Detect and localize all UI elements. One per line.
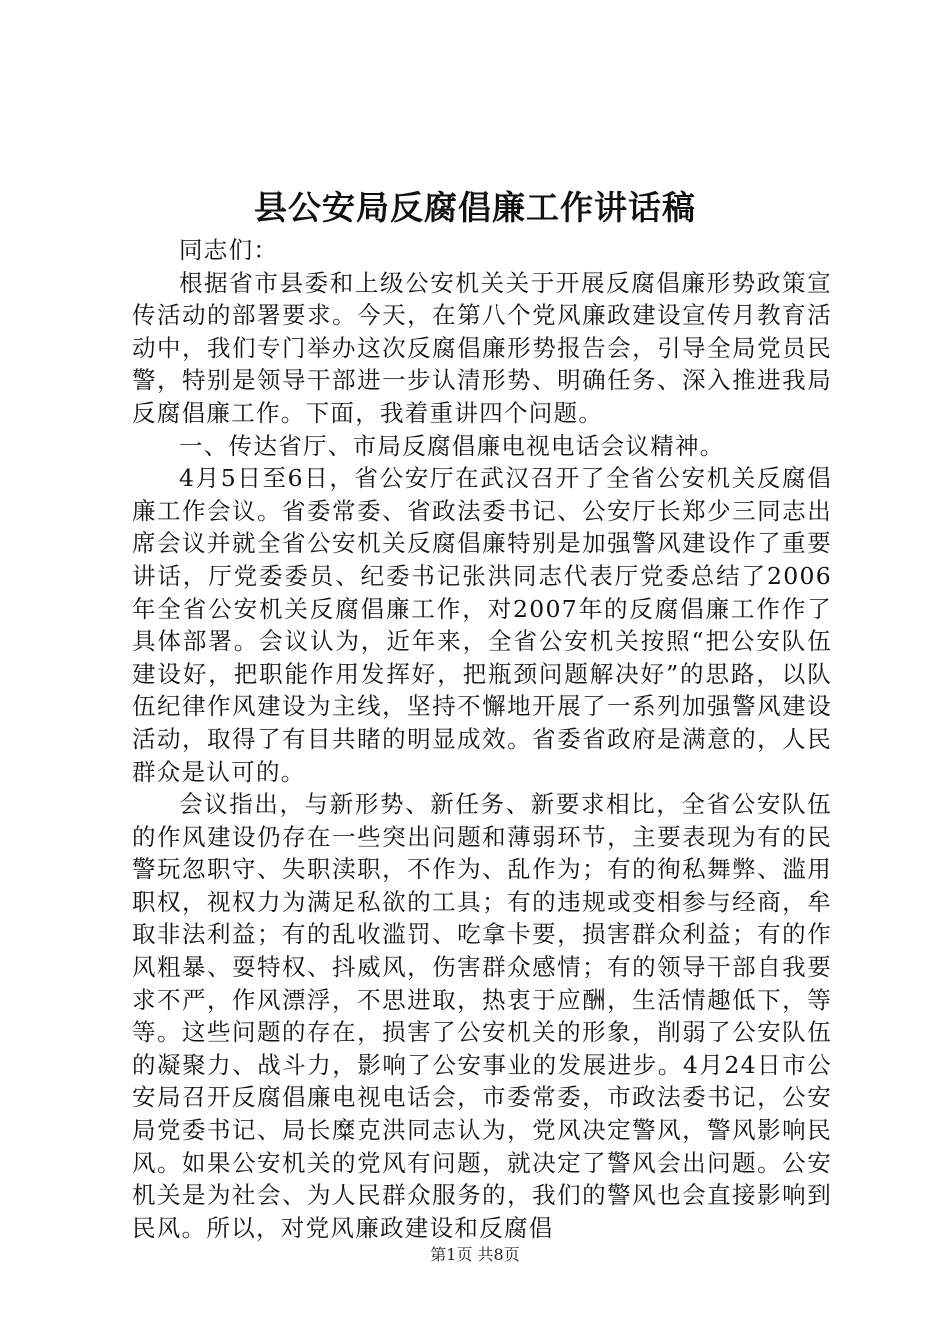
- greeting: 同志们：: [179, 236, 279, 264]
- paragraph-provincial-meeting: 4月5日至6日，省公安厅在武汉召开了全省公安机关反腐倡廉工作会议。省委常委、省政法委书记、公安厅长郑少三同志出席会议并就全省公安机关反腐倡廉特别是加强警风建设作了重要讲话，厅党委委员、纪委书记张洪同志代表厅党委总结了2006年全省公安机关反腐倡廉工作，对2007年的反腐倡廉工作作了具体部署。会议认为，近年来，全省公安机关按照“把公安队伍建设好，把职能作用发挥好，把瓶颈问题解决好”的思路，以队伍纪律作风建设为主线，坚持不懈地开展了一系列加强警风建设活动，取得了有目共睹的明显成效。省委省政府是满意的，人民群众是认可的。: [132, 464, 833, 786]
- document-body: [132, 234, 832, 1244]
- paragraph-meeting-findings: 会议指出，与新形势、新任务、新要求相比，全省公安队伍的作风建设仍存在一些突出问题和薄弱环节，主要表现为有的民警玩忽职守、失职渎职，不作为、乱作为；有的徇私舞弊、滥用职权，视权力为满足私欲的工具；有的违规或变相参与经商，牟取非法利益；有的乱收滥罚、吃拿卡要，损害群众利益；有的作风粗暴、耍特权、抖威风，伤害群众感情；有的领导干部自我要求不严，作风漂浮，不思进取，热衷于应酬，生活情趣低下，等等。这些问题的存在，损害了公安机关的形象，削弱了公安队伍的凝聚力、战斗力，影响了公安事业的发展进步。4月24日市公安局召开反腐倡廉电视电话会，市委常委，市政法委书记，公安局党委书记、局长糜克洪同志认为，党风决定警风，警风影响民风。如果公安机关的党风有问题，就决定了警风会出问题。公安机关是为社会、为人民群众服务的，我们的警风也会直接影响到民风。所以，对党风廉政建设和反腐倡: [132, 790, 832, 1242]
- document-title: 县公安局反腐倡廉工作讲话稿: [254, 188, 696, 227]
- paragraph-intro: 根据省市县委和上级公安机关关于开展反腐倡廉形势政策宣传活动的部署要求。今天，在第八个党风廉政建设宣传月教育活动中，我们专门举办这次反腐倡廉形势报告会，引导全局党员民警，特别是领导干部进一步认清形势、明确任务、深入推进我局反腐倡廉工作。下面，我着重讲四个问题。: [132, 268, 832, 427]
- page-footer: 第1页 共8页: [430, 1245, 520, 1264]
- section-heading-1: 一、传达省厅、市局反腐倡廉电视电话会议精神。: [179, 431, 725, 460]
